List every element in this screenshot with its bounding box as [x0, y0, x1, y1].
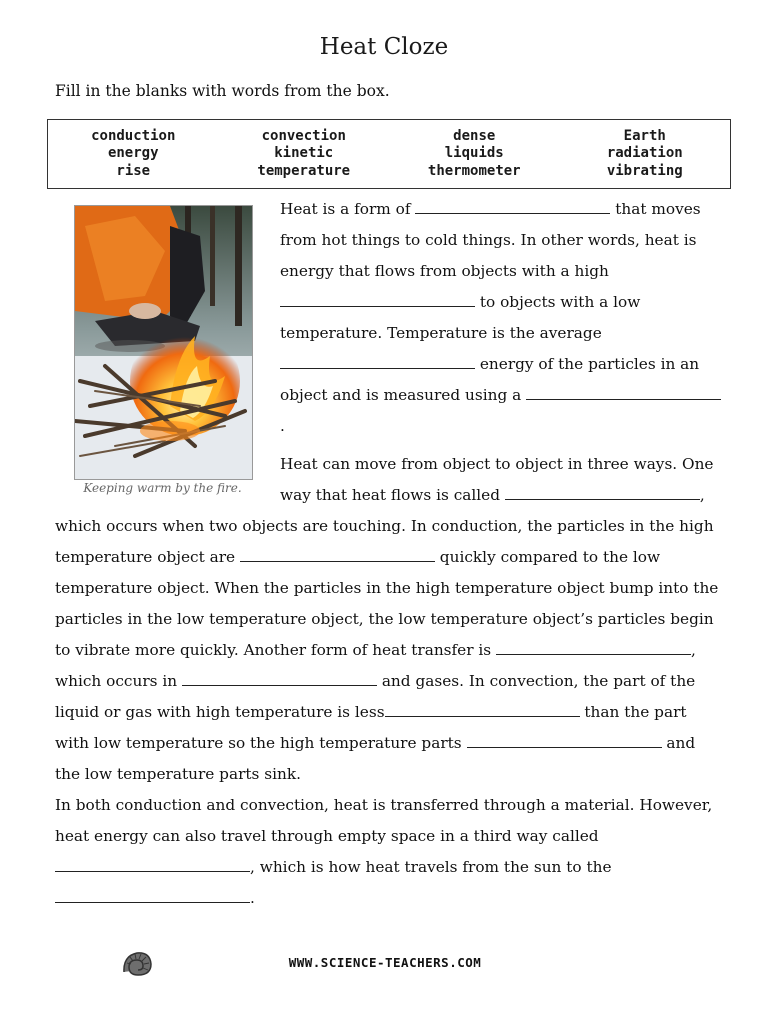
answer-blank[interactable]: [240, 546, 435, 562]
page-title: Heat Cloze: [319, 34, 449, 60]
passage-text: quickly compared to the low temperature object. When the particles in the high temperature object bump into the particles in the low temperature object, the low temperature object’s particles begin to vibrate more quickly. Another form of heat transfer is: [55, 548, 719, 659]
answer-blank[interactable]: [182, 670, 377, 686]
word-bank-item: convection: [261, 127, 346, 144]
word-bank-item: energy: [107, 145, 159, 162]
passage-text: In both conduction and convection, heat is transferred through a material. However, heat energy can also travel through empty space in a third way called: [55, 796, 713, 845]
word-bank-column-4: [560, 128, 731, 181]
word-bank: [47, 119, 731, 189]
image-caption: Keeping warm by the fire.: [83, 481, 242, 495]
passage-text: than the part with low temperature so the high temperature parts: [55, 703, 687, 752]
passage-text: , which occurs when two objects are touching. In conduction, the particles in the high temperature object are: [55, 486, 714, 566]
passage-text: energy of the particles in an object and is measured using a: [280, 355, 700, 404]
answer-blank[interactable]: [496, 639, 691, 655]
word-bank-item: temperature: [257, 162, 351, 179]
passage-text: that moves from hot things to cold things. In other words, heat is energy that flows from objects with a high: [280, 200, 701, 280]
passage-text: and the low temperature parts sink.: [55, 734, 696, 783]
word-bank-column-2: [219, 128, 390, 181]
word-bank-item: radiation: [606, 145, 683, 162]
answer-blank[interactable]: [505, 484, 700, 500]
answer-blank[interactable]: [55, 856, 250, 872]
word-bank-item: rise: [116, 162, 151, 179]
word-bank-item: vibrating: [606, 162, 683, 179]
word-bank-item: kinetic: [274, 145, 334, 162]
passage-text: and gases. In convection, the part of the liquid or gas with high temperature is less: [55, 672, 696, 721]
passage-text: to objects with a low temperature. Temperature is the average: [280, 293, 641, 342]
paragraph-3: [55, 790, 725, 914]
passage-text: , which is how heat travels from the sun to the: [250, 858, 612, 876]
answer-blank[interactable]: [55, 887, 250, 903]
word-bank-item: Earth: [623, 127, 666, 144]
cloze-passage: [55, 194, 725, 914]
answer-blank[interactable]: [280, 291, 475, 307]
passage-text: Heat can move from object to object in three ways. One way that heat flows is called: [280, 455, 714, 504]
answer-blank[interactable]: [280, 353, 475, 369]
word-bank-item: conduction: [91, 127, 176, 144]
word-bank-item: dense: [453, 127, 496, 144]
passage-text: .: [280, 417, 285, 435]
answer-blank[interactable]: [526, 384, 721, 400]
word-bank-column-1: [48, 128, 219, 181]
footer-url: WWW.SCIENCE-TEACHERS.COM: [288, 955, 482, 970]
passage-text: .: [250, 889, 255, 907]
word-bank-item: liquids: [444, 145, 504, 162]
answer-blank[interactable]: [415, 198, 610, 214]
paragraph-2: [55, 449, 725, 790]
word-bank-column-3: [389, 128, 560, 181]
instructions: Fill in the blanks with words from the box.: [55, 82, 390, 100]
word-bank-item: thermometer: [427, 162, 521, 179]
passage-text: , which occurs in: [55, 641, 696, 690]
answer-blank[interactable]: [467, 732, 662, 748]
image-wrap-spacer: [55, 194, 280, 500]
answer-blank[interactable]: [385, 701, 580, 717]
passage-text: Heat is a form of: [280, 200, 416, 218]
